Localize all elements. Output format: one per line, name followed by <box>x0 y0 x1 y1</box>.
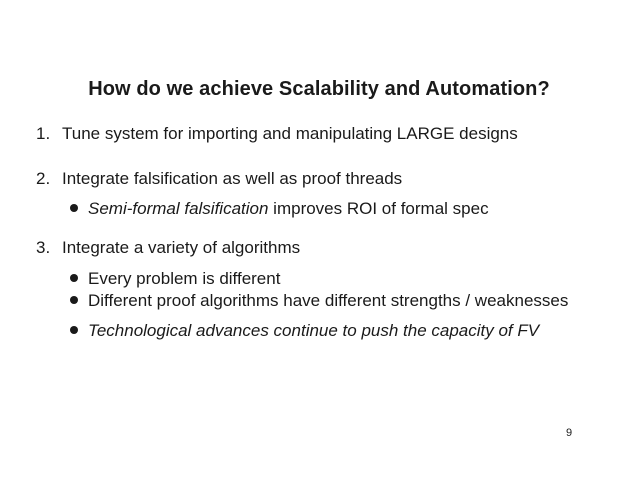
list-item-3 <box>36 238 300 258</box>
bullet-text: Every problem is different <box>88 269 281 288</box>
list-item-text: Tune system for importing and manipulating LARGE designs <box>62 124 518 143</box>
bullet-item <box>70 199 489 219</box>
bullet-dot-icon <box>70 274 78 282</box>
bullet-dot-icon <box>70 326 78 334</box>
list-item-1 <box>36 124 518 144</box>
bullet-item <box>70 291 568 311</box>
list-item-text: Integrate falsification as well as proof threads <box>62 169 403 188</box>
list-item-number: 3. <box>36 238 51 257</box>
list-item-number: 2. <box>36 169 51 188</box>
list-item-2 <box>36 169 402 189</box>
list-item-number: 1. <box>36 124 51 143</box>
bullet-dot-icon <box>70 296 78 304</box>
bullet-emphasis: Semi-formal falsification <box>88 199 269 218</box>
slide-title: How do we achieve Scalability and Automation? <box>88 78 550 100</box>
bullet-text: Different proof algorithms have different strengths / weaknesses <box>88 291 569 310</box>
bullet-emphasis: Technological advances continue to push the capacity of FV <box>88 321 540 340</box>
bullet-item <box>70 321 539 341</box>
page-number: 9 <box>566 427 573 439</box>
bullet-item <box>70 269 280 289</box>
list-item-text: Integrate a variety of algorithms <box>62 238 301 257</box>
bullet-dot-icon <box>70 204 78 212</box>
bullet-text: improves ROI of formal spec <box>268 199 489 218</box>
